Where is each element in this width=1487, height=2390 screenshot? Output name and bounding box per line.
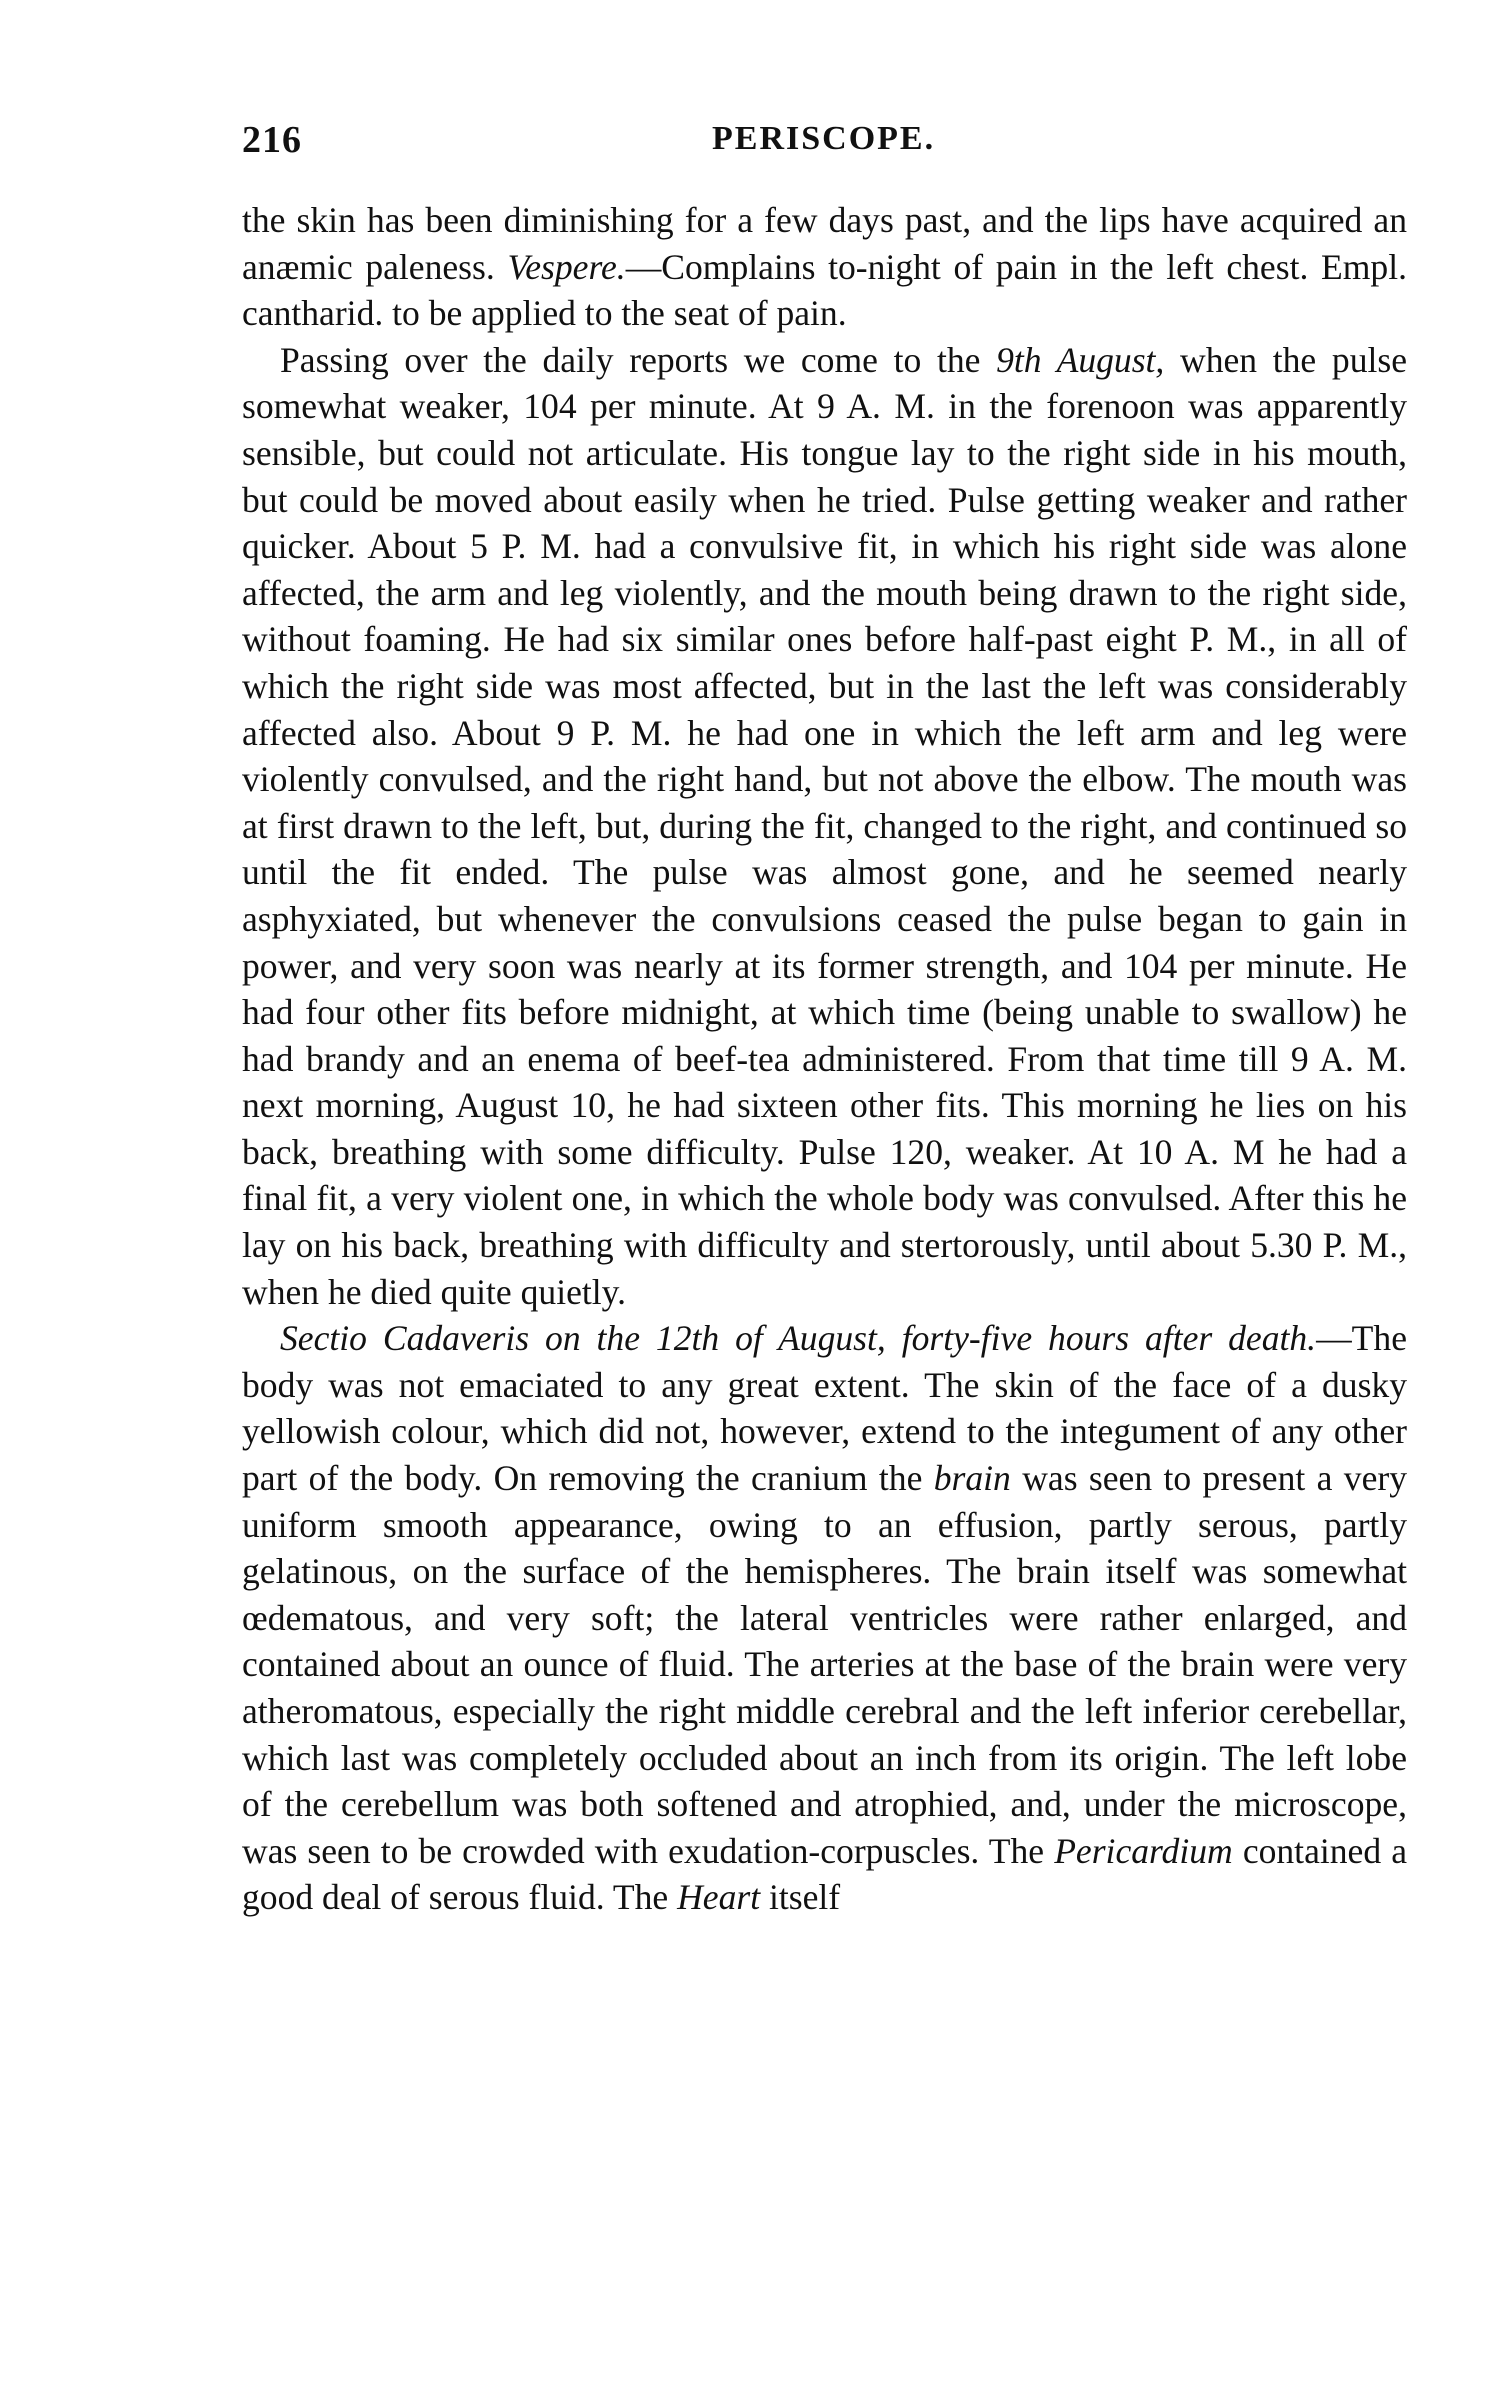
text-segment: when the pulse somewhat weaker, 104 per minute. At 9 A. M. in the forenoon was apparently sensible, but could not articulate. His tongue lay to the right side in his mouth, but could be moved about easily when he tried. Pulse getting weaker and rather quicker. About 5 P. M. had a convulsive fit, in which his right side was alone affected, the arm and leg violently, and the mouth being drawn to the right side, without foaming. He had six similar ones before half-past eight P. M., in all of which the right side was most affected, but in the last the left was considerably affected also. About 9 P. M. he had one in which the left arm and leg were violently convulsed, and the right hand, but not above the elbow. The mouth was at first drawn to the left, but, during the fit, changed to the right, and continued so until the fit ended. The pulse was almost gone, and he seemed nearly asphyxiated, but whenever the convulsions ceased the pulse began to gain in power, and very soon was nearly at its former strength, and 104 per minute. He had four other fits before midnight, at which time (being unable to swallow) he had brandy and an enema of beef-tea administered. From that time till 9 A. M. next morning, August 10, he had sixteen other fits. This morning he lies on his back, breathing with some difficulty. Pulse 120, weaker. At 10 A. M he had a final fit, a very violent one, in which the whole body was convulsed. After this he lay on his back, breathing with difficulty and stertorously, until about 5.30 P. M., when he died quite quietly. — [242, 339, 1407, 1312]
italic-segment: Vespere. — [507, 246, 626, 287]
text-segment: contained a good deal of serous fluid. The — [242, 1830, 1407, 1918]
italic-segment: Sectio Cadaveris on the 12th of August, forty-five hours after death. — [280, 1318, 1317, 1359]
paragraph-3 — [242, 1315, 1407, 1921]
body-text — [242, 197, 1407, 1921]
page-number: 216 — [242, 119, 302, 161]
text-segment: itself — [760, 1877, 841, 1918]
running-title: PERISCOPE. — [712, 120, 936, 157]
paragraph-2 — [242, 337, 1407, 1315]
italic-segment: 9th August, — [996, 339, 1165, 380]
page-header — [242, 118, 1407, 166]
italic-segment: Pericardium — [1054, 1830, 1233, 1871]
paragraph-1 — [242, 197, 1407, 337]
text-segment: —The body was not emaciated to any great extent. The skin of the face of a dusky yellowish colour, which did not, however, extend to the integument of any other part of the body. On removing the cranium the — [242, 1318, 1407, 1499]
italic-segment: brain — [933, 1458, 1011, 1499]
text-segment: the skin has been diminishing for a few days past, and the lips have acquired an anæmic paleness. — [242, 200, 1407, 287]
text-segment: Passing over the daily reports we come to the — [280, 339, 997, 380]
italic-segment: Heart — [677, 1877, 761, 1918]
text-segment: —Complains to-night of pain in the left chest. Empl. cantharid. to be applied to the seat of pain. — [242, 246, 1408, 334]
text-segment: was seen to present a very uniform smooth appearance, owing to an effusion, partly serous, partly gelatinous, on the surface of the hemispheres. The brain itself was somewhat œdematous, and very soft; the lateral ventricles were rather enlarged, and contained about an ounce of fluid. The arteries at the base of the brain were very atheromatous, especially the right middle cerebral and the left inferior cerebellar, which last was completely occluded about an inch from its origin. The left lobe of the cerebellum was both softened and atrophied, and, under the microscope, was seen to be crowded with exudation-corpuscles. The — [242, 1458, 1407, 1871]
